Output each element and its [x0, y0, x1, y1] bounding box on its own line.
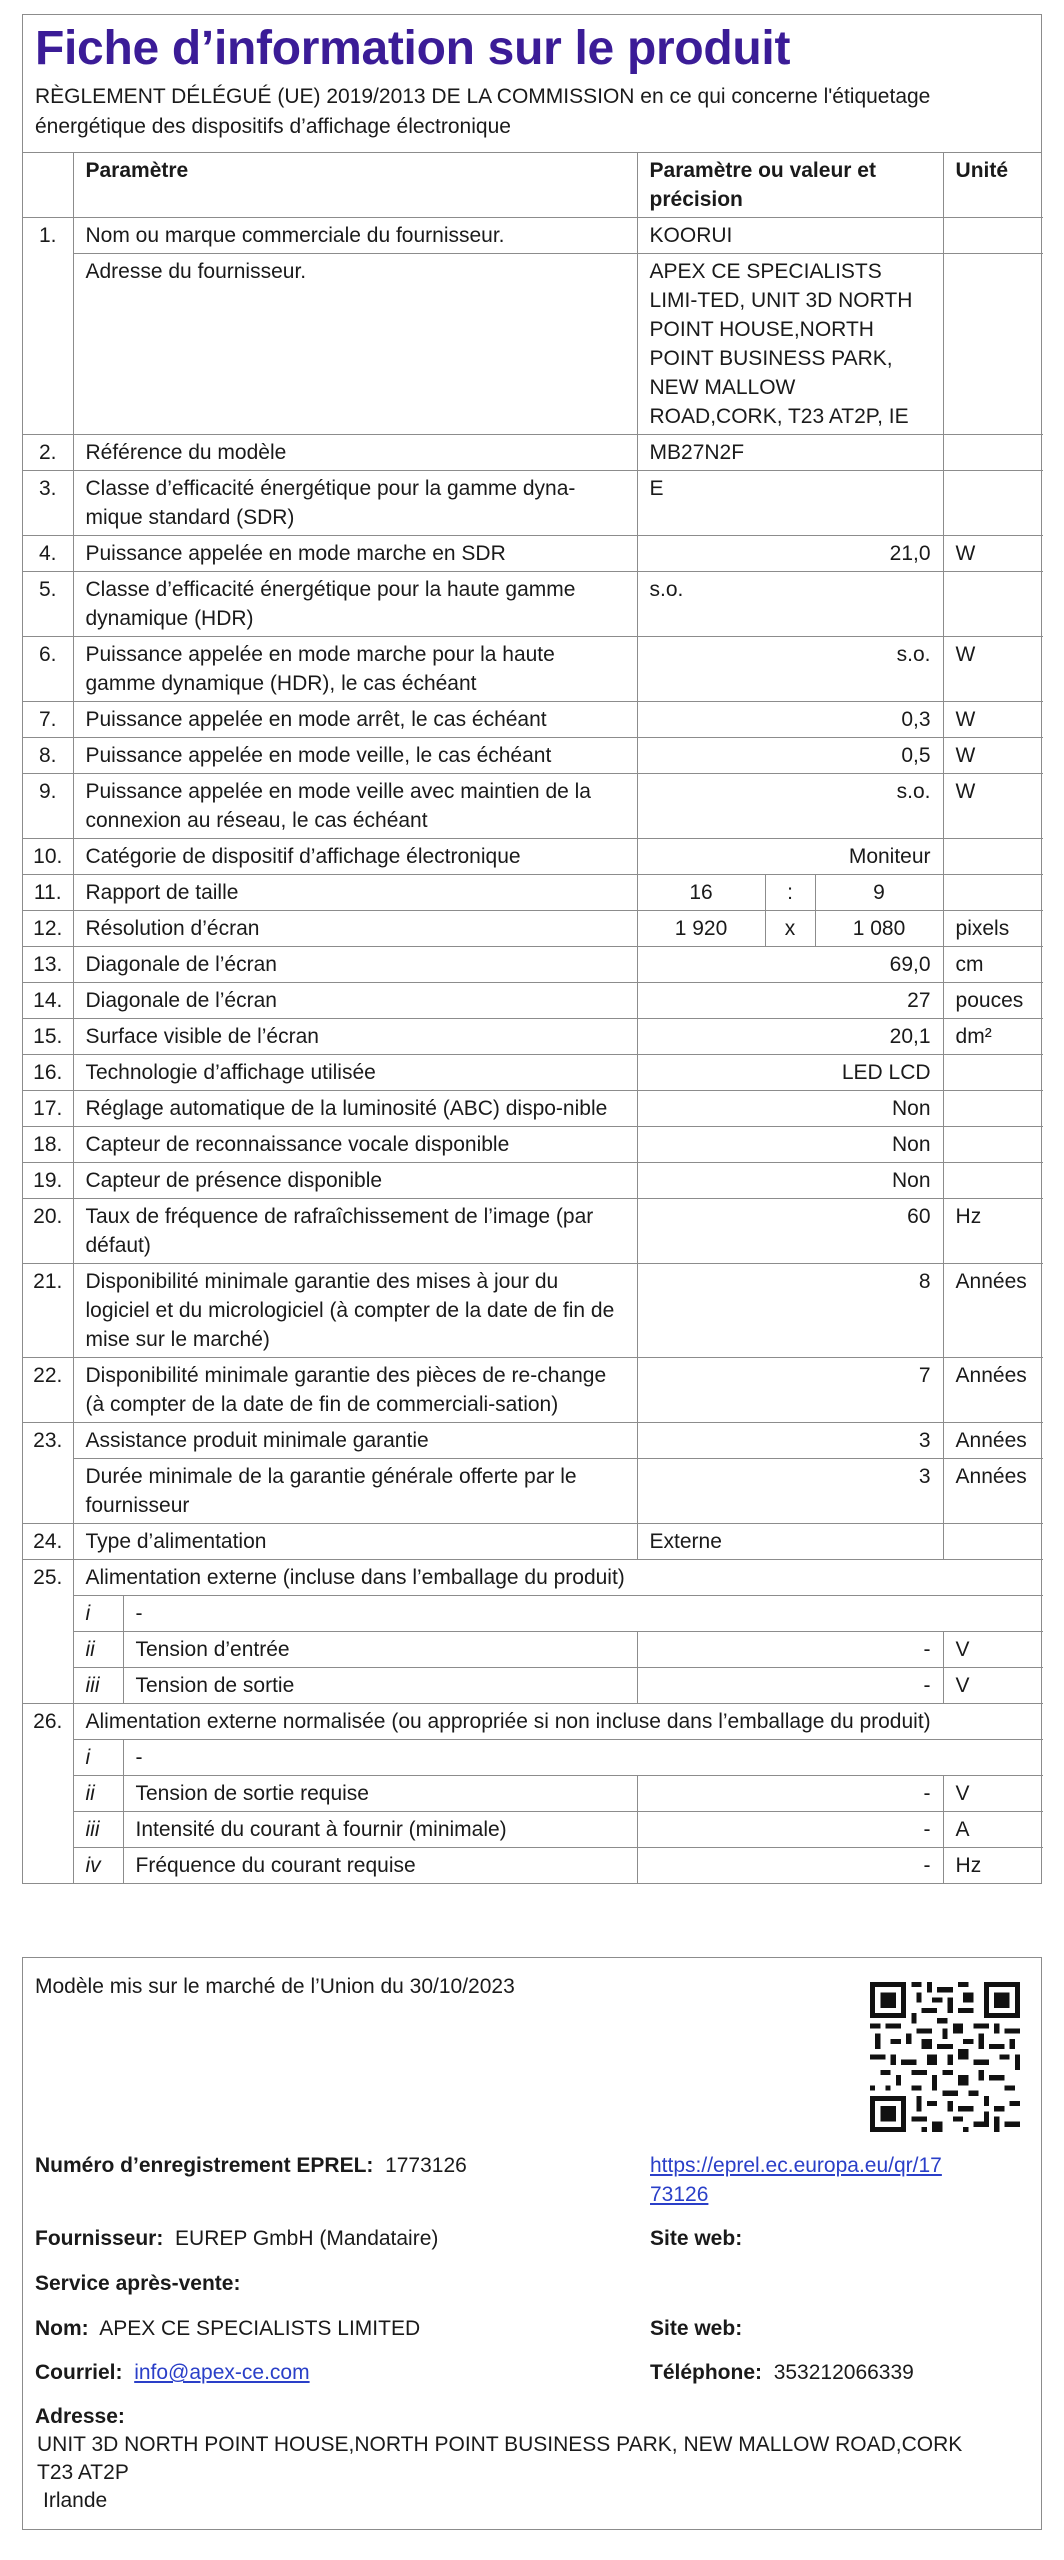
sub-index: iii [73, 1668, 123, 1704]
row-label: Disponibilité minimale garantie des mises à jour du logiciel et du micrologiciel (à compter de la date de fin de mise sur le marché) [73, 1264, 637, 1358]
table-row [23, 1163, 1043, 1199]
row-value: s.o. [637, 637, 943, 702]
row-number: 19. [23, 1163, 73, 1199]
row-number: 12. [23, 911, 73, 947]
row-unit: Années [943, 1459, 1043, 1524]
address-country: Irlande [43, 2489, 108, 2512]
row-number: 26. [23, 1704, 73, 1740]
row-value: APEX CE SPECIALISTS LIMI-TED, UNIT 3D NORTH POINT HOUSE,NORTH POINT BUSINESS PARK, NEW MALLOW ROAD,CORK, T23 AT2P, IE [637, 254, 943, 435]
market-date-text: Modèle mis sur le marché de l’Union du 30/10/2023 [35, 1975, 515, 1998]
website-label: Site web: [650, 2227, 743, 2250]
eprel-label: Numéro d’enregistrement EPREL: [35, 2154, 374, 2177]
name-value: APEX CE SPECIALISTS LIMITED [99, 2317, 421, 2340]
table-row [23, 637, 1043, 702]
email-row [35, 2358, 310, 2387]
header-value: Paramètre ou valeur et précision [637, 153, 943, 218]
ratio-b: 9 [815, 875, 943, 911]
sub-row [23, 1740, 1043, 1776]
row-number: 2. [23, 435, 73, 471]
eprel-link[interactable] [650, 2151, 942, 2209]
row-label: Réglage automatique de la luminosité (ABC) dispo-nible [73, 1091, 637, 1127]
qr-code-icon[interactable] [870, 1982, 1020, 2132]
table-row [23, 875, 1043, 911]
sub-unit: Hz [943, 1848, 1043, 1884]
eprel-link-line2[interactable]: 73126 [650, 2183, 709, 2206]
row-number: 14. [23, 983, 73, 1019]
row-number: 15. [23, 1019, 73, 1055]
sub-row [23, 1668, 1043, 1704]
resolution-a: 1 920 [637, 911, 765, 947]
row-value: Non [637, 1127, 943, 1163]
row-number: 3. [23, 471, 73, 536]
row-label: Capteur de reconnaissance vocale disponible [73, 1127, 637, 1163]
row-number: 4. [23, 536, 73, 572]
table-row [23, 254, 1043, 435]
sub-row [23, 1632, 1043, 1668]
address-line2: T23 AT2P [37, 2461, 129, 2484]
row-label: Rapport de taille [73, 875, 637, 911]
sub-label: Tension de sortie [123, 1668, 637, 1704]
email-link[interactable]: info@apex-ce.com [134, 2361, 310, 2384]
sub-row [23, 1596, 1043, 1632]
row-unit: W [943, 774, 1043, 839]
table-row [23, 1358, 1043, 1423]
website2-label: Site web: [650, 2317, 743, 2340]
resolution-sep: x [765, 911, 815, 947]
row-number: 17. [23, 1091, 73, 1127]
ratio-sep: : [765, 875, 815, 911]
sub-row [23, 1812, 1043, 1848]
row-number: 20. [23, 1199, 73, 1264]
row-value: 69,0 [637, 947, 943, 983]
table-row [23, 1019, 1043, 1055]
row-unit: dm² [943, 1019, 1043, 1055]
row-value: E [637, 471, 943, 536]
row-label: Classe d’efficacité énergétique pour la gamme dyna-mique standard (SDR) [73, 471, 637, 536]
ratio-a: 16 [637, 875, 765, 911]
row-value: 3 [637, 1423, 943, 1459]
phone-label: Téléphone: [650, 2361, 763, 2384]
address-line1: UNIT 3D NORTH POINT HOUSE,NORTH POINT BUSINESS PARK, NEW MALLOW ROAD,CORK [37, 2433, 963, 2456]
row-unit: W [943, 702, 1043, 738]
row-value: Non [637, 1163, 943, 1199]
eprel-link-line1[interactable]: https://eprel.ec.europa.eu/qr/17 [650, 2154, 942, 2177]
sub-label: Tension de sortie requise [123, 1776, 637, 1812]
row-unit: Années [943, 1264, 1043, 1358]
sub-unit: V [943, 1776, 1043, 1812]
row-label: Puissance appelée en mode marche en SDR [73, 536, 637, 572]
row-unit [943, 839, 1043, 875]
row-value: 60 [637, 1199, 943, 1264]
row-label: Puissance appelée en mode veille, le cas échéant [73, 738, 637, 774]
table-row [23, 702, 1043, 738]
sub-value: - [637, 1776, 943, 1812]
sub-index: i [73, 1596, 123, 1632]
phone-value: 353212066339 [773, 2361, 914, 2384]
row-value: KOORUI [637, 218, 943, 254]
row-label: Résolution d’écran [73, 911, 637, 947]
row-number: 24. [23, 1524, 73, 1560]
row-label: Diagonale de l’écran [73, 983, 637, 1019]
row-number [23, 1596, 73, 1632]
sub-row [23, 1776, 1043, 1812]
row-label: Puissance appelée en mode veille avec maintien de la connexion au réseau, le cas échéant [73, 774, 637, 839]
name-row [35, 2314, 420, 2343]
row-label: Référence du modèle [73, 435, 637, 471]
email-label: Courriel: [35, 2361, 123, 2384]
row-value: s.o. [637, 774, 943, 839]
row-value: 3 [637, 1459, 943, 1524]
sub-label: Intensité du courant à fournir (minimale) [123, 1812, 637, 1848]
row-unit [943, 1524, 1043, 1560]
row-number [23, 1776, 73, 1812]
row-label: Catégorie de dispositif d’affichage électronique [73, 839, 637, 875]
row-label: Taux de fréquence de rafraîchissement de l’image (par défaut) [73, 1199, 637, 1264]
sub-row [23, 1848, 1043, 1884]
regulation-subtitle: RÈGLEMENT DÉLÉGUÉ (UE) 2019/2013 DE LA COMMISSION en ce qui concerne l'étiquetage énergétique des dispositifs d’affichage électronique [23, 76, 1041, 153]
table-row [23, 774, 1043, 839]
row-unit [943, 1127, 1043, 1163]
table-row [23, 1704, 1043, 1740]
table-row [23, 947, 1043, 983]
resolution-b: 1 080 [815, 911, 943, 947]
row-unit: W [943, 738, 1043, 774]
row-unit [943, 218, 1043, 254]
table-row [23, 839, 1043, 875]
row-number [23, 1668, 73, 1704]
table-row [23, 1264, 1043, 1358]
row-number: 18. [23, 1127, 73, 1163]
sub-index: iv [73, 1848, 123, 1884]
row-unit: W [943, 536, 1043, 572]
address-label: Adresse: [35, 2405, 125, 2428]
row-value: 0,3 [637, 702, 943, 738]
table-row [23, 911, 1043, 947]
row-number: 7. [23, 702, 73, 738]
row-unit [943, 254, 1043, 435]
table-row [23, 1199, 1043, 1264]
header-param: Paramètre [73, 153, 637, 218]
sub-value: - [637, 1668, 943, 1704]
row-unit [943, 1091, 1043, 1127]
row-label: Adresse du fournisseur. [73, 254, 637, 435]
table-row [23, 471, 1043, 536]
row-value: 21,0 [637, 536, 943, 572]
table-row [23, 1127, 1043, 1163]
row-value: Non [637, 1091, 943, 1127]
row-label: Alimentation externe normalisée (ou appropriée si non incluse dans l’emballage du produit) [73, 1704, 1043, 1740]
supplier-label: Fournisseur: [35, 2227, 164, 2250]
table-row [23, 572, 1043, 637]
row-number: 13. [23, 947, 73, 983]
row-label: Capteur de présence disponible [73, 1163, 637, 1199]
row-unit: cm [943, 947, 1043, 983]
row-unit: Années [943, 1423, 1043, 1459]
row-unit: W [943, 637, 1043, 702]
table-row [23, 1091, 1043, 1127]
row-unit [943, 435, 1043, 471]
row-number [23, 1459, 73, 1524]
sub-unit: A [943, 1812, 1043, 1848]
sub-index: ii [73, 1632, 123, 1668]
sub-label: Tension d’entrée [123, 1632, 637, 1668]
row-value: Moniteur [637, 839, 943, 875]
sub-unit: V [943, 1632, 1043, 1668]
product-table [23, 153, 1043, 1883]
row-value: Externe [637, 1524, 943, 1560]
row-number: 22. [23, 1358, 73, 1423]
supplier-row [35, 2224, 438, 2253]
row-value: 27 [637, 983, 943, 1019]
row-number: 16. [23, 1055, 73, 1091]
name-label: Nom: [35, 2317, 89, 2340]
supplier-value: EUREP GmbH (Mandataire) [175, 2227, 439, 2250]
table-row [23, 1055, 1043, 1091]
row-number: 6. [23, 637, 73, 702]
table-header-row [23, 153, 1043, 218]
row-value: LED LCD [637, 1055, 943, 1091]
table-row [23, 435, 1043, 471]
phone-row [650, 2358, 914, 2387]
row-unit: pouces [943, 983, 1043, 1019]
row-number [23, 1740, 73, 1776]
row-number: 11. [23, 875, 73, 911]
sub-index: i [73, 1740, 123, 1776]
row-unit [943, 572, 1043, 637]
row-number [23, 1848, 73, 1884]
sub-label: - [123, 1740, 1043, 1776]
row-number [23, 254, 73, 435]
row-number: 5. [23, 572, 73, 637]
row-unit: Hz [943, 1199, 1043, 1264]
row-label: Assistance produit minimale garantie [73, 1423, 637, 1459]
row-value: 20,1 [637, 1019, 943, 1055]
row-label: Alimentation externe (incluse dans l’emballage du produit) [73, 1560, 1043, 1596]
row-unit [943, 875, 1043, 911]
row-label: Puissance appelée en mode marche pour la haute gamme dynamique (HDR), le cas échéant [73, 637, 637, 702]
row-unit [943, 471, 1043, 536]
row-number: 9. [23, 774, 73, 839]
eprel-number: 1773126 [385, 2154, 467, 2177]
row-label: Durée minimale de la garantie générale offerte par le fournisseur [73, 1459, 637, 1524]
row-number: 21. [23, 1264, 73, 1358]
row-value: 0,5 [637, 738, 943, 774]
row-value: s.o. [637, 572, 943, 637]
table-row [23, 983, 1043, 1019]
eprel-row [35, 2151, 467, 2180]
table-row [23, 1560, 1043, 1596]
row-label: Disponibilité minimale garantie des pièces de re-change (à compter de la date de fin de commerciali-sation) [73, 1358, 637, 1423]
row-number: 23. [23, 1423, 73, 1459]
table-row [23, 218, 1043, 254]
row-number: 10. [23, 839, 73, 875]
table-row [23, 738, 1043, 774]
row-value: 7 [637, 1358, 943, 1423]
sub-index: ii [73, 1776, 123, 1812]
row-label: Diagonale de l’écran [73, 947, 637, 983]
sub-label: - [123, 1596, 1043, 1632]
table-row [23, 536, 1043, 572]
table-row [23, 1524, 1043, 1560]
sub-label: Fréquence du courant requise [123, 1848, 637, 1884]
row-label: Type d’alimentation [73, 1524, 637, 1560]
row-unit [943, 1055, 1043, 1091]
service-label: Service après-vente: [35, 2272, 241, 2295]
sub-value: - [637, 1632, 943, 1668]
row-label: Nom ou marque commerciale du fournisseur. [73, 218, 637, 254]
header-num-cell [23, 153, 73, 218]
table-row [23, 1423, 1043, 1459]
row-label: Technologie d’affichage utilisée [73, 1055, 637, 1091]
sub-index: iii [73, 1812, 123, 1848]
header-unit: Unité [943, 153, 1043, 218]
sub-value: - [637, 1812, 943, 1848]
row-value: MB27N2F [637, 435, 943, 471]
supplier-info-box [22, 1957, 1042, 2530]
row-number: 1. [23, 218, 73, 254]
row-number: 8. [23, 738, 73, 774]
row-label: Surface visible de l’écran [73, 1019, 637, 1055]
row-number [23, 1632, 73, 1668]
row-unit: pixels [943, 911, 1043, 947]
product-info-sheet [22, 14, 1042, 1884]
row-number [23, 1812, 73, 1848]
sub-unit: V [943, 1668, 1043, 1704]
row-number: 25. [23, 1560, 73, 1596]
page-title: Fiche d’information sur le produit [35, 22, 791, 75]
row-unit: Années [943, 1358, 1043, 1423]
table-row [23, 1459, 1043, 1524]
row-label: Classe d’efficacité énergétique pour la haute gamme dynamique (HDR) [73, 572, 637, 637]
sub-value: - [637, 1848, 943, 1884]
row-label: Puissance appelée en mode arrêt, le cas échéant [73, 702, 637, 738]
row-value: 8 [637, 1264, 943, 1358]
row-unit [943, 1163, 1043, 1199]
